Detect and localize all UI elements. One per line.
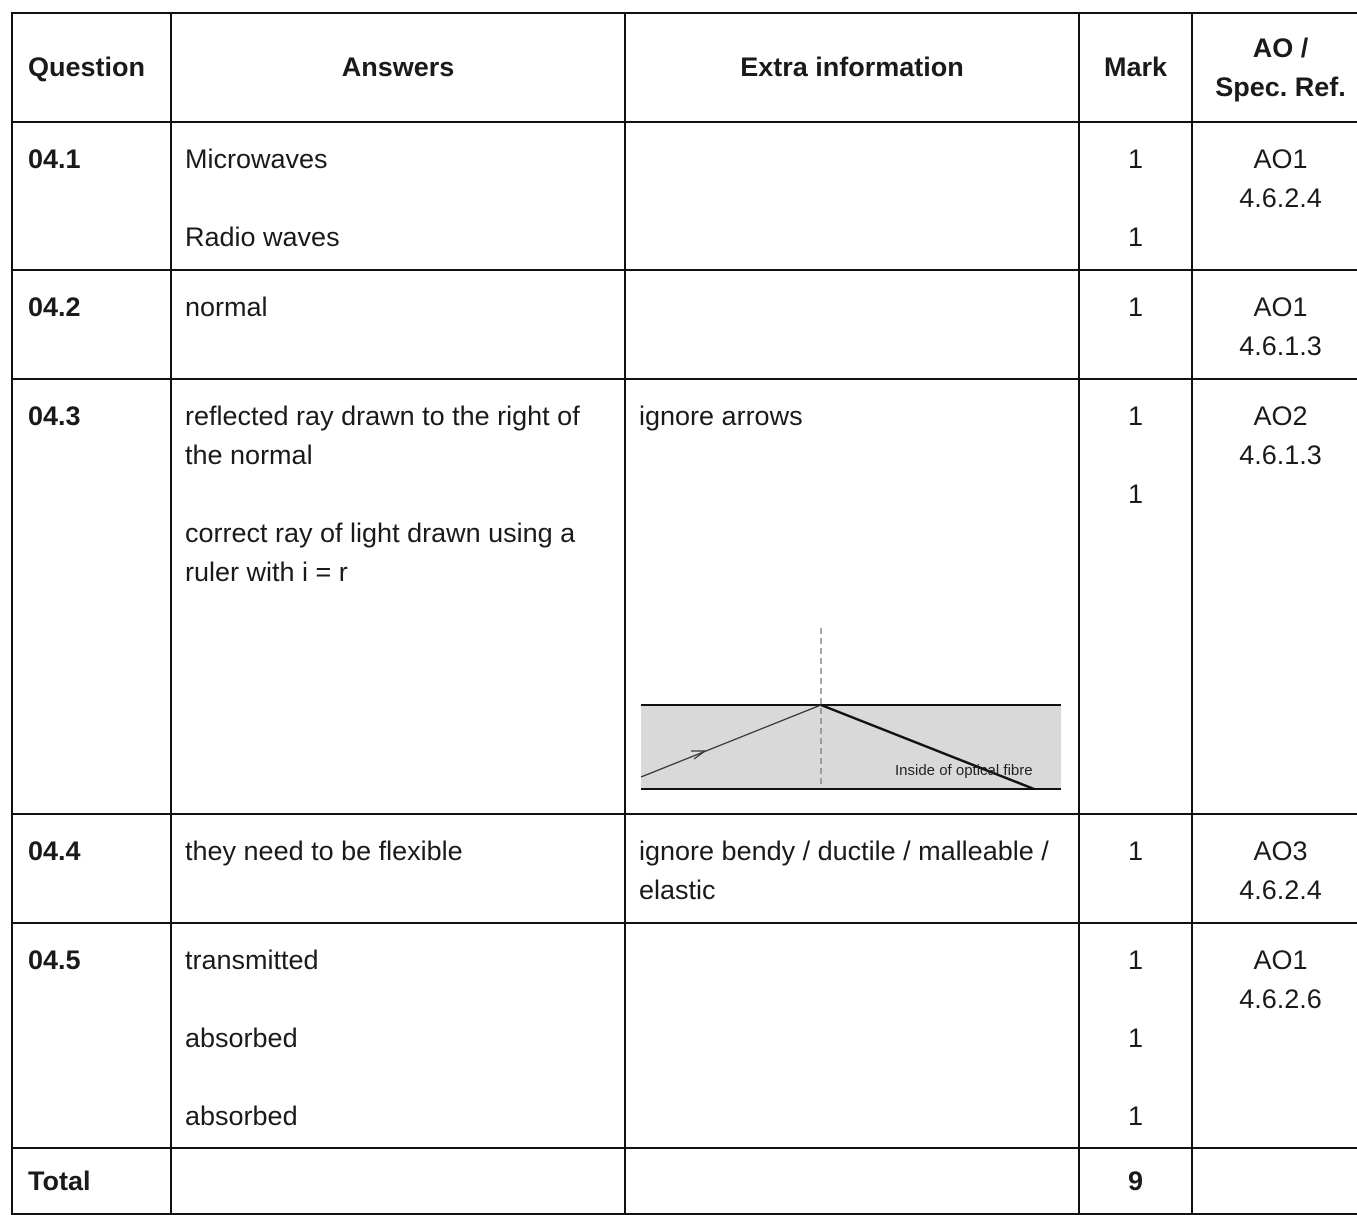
- header-answers: Answers: [171, 13, 625, 122]
- total-extra-cell: [625, 1148, 1079, 1214]
- question-number: 04.5: [12, 923, 171, 1148]
- extra-text: ignore arrows: [639, 401, 803, 431]
- header-row: [12, 13, 1357, 122]
- mark-value: 1: [1127, 401, 1144, 431]
- table-row: [12, 122, 1357, 270]
- question-number: 04.3: [12, 379, 171, 814]
- header-mark: Mark: [1079, 13, 1192, 122]
- answer-text: correct ray of light drawn using a ruler with i = r: [185, 518, 576, 587]
- ao-cell: [1192, 270, 1357, 379]
- mark-cell: [1079, 122, 1192, 270]
- ao-code: AO1: [1253, 945, 1308, 975]
- ao-cell: [1192, 814, 1357, 923]
- spec-ref: 4.6.1.3: [1239, 440, 1322, 470]
- mark-value: 1: [1127, 1101, 1144, 1131]
- total-mark: 9: [1079, 1148, 1192, 1214]
- header-spec-line: Spec. Ref.: [1215, 71, 1346, 102]
- extra-text: ignore bendy / ductile / malleable / elastic: [639, 836, 1049, 905]
- ao-code: AO2: [1253, 401, 1308, 431]
- answers-cell: [171, 270, 625, 379]
- answer-text: reflected ray drawn to the right of the normal: [185, 401, 580, 470]
- ao-cell: [1192, 122, 1357, 270]
- spec-ref: 4.6.2.4: [1239, 183, 1322, 213]
- answers-cell: [171, 379, 625, 814]
- ao-code: AO3: [1253, 836, 1308, 866]
- answer-text: absorbed: [185, 1101, 298, 1131]
- total-ao-cell: [1192, 1148, 1357, 1214]
- question-number: 04.1: [12, 122, 171, 270]
- total-answers-cell: [171, 1148, 625, 1214]
- mark-value: 1: [1127, 292, 1144, 322]
- ao-cell: [1192, 923, 1357, 1148]
- total-row: [12, 1148, 1357, 1214]
- ao-code: AO1: [1253, 292, 1308, 322]
- spec-ref: 4.6.2.4: [1239, 875, 1322, 905]
- extra-information-cell: [625, 122, 1079, 270]
- table-row: [12, 923, 1357, 1148]
- header-question: Question: [12, 13, 171, 122]
- answer-text: Microwaves: [185, 144, 328, 174]
- answer-text: transmitted: [185, 945, 319, 975]
- header-extra-information: Extra information: [625, 13, 1079, 122]
- answer-text: they need to be flexible: [185, 836, 463, 866]
- spec-ref: 4.6.1.3: [1239, 331, 1322, 361]
- question-number: 04.4: [12, 814, 171, 923]
- mark-value: 1: [1127, 222, 1144, 252]
- header-ao-spec-ref: [1192, 13, 1357, 122]
- table-row: [12, 814, 1357, 923]
- spec-ref: 4.6.2.6: [1239, 984, 1322, 1014]
- answer-text: Radio waves: [185, 222, 340, 252]
- mark-scheme-table: [11, 12, 1357, 1215]
- fibre-label: Inside of optical fibre: [895, 762, 1033, 779]
- ao-cell: [1192, 379, 1357, 814]
- mark-value: 1: [1127, 479, 1144, 509]
- answers-cell: [171, 122, 625, 270]
- question-number: 04.2: [12, 270, 171, 379]
- answer-text: absorbed: [185, 1023, 298, 1053]
- mark-value: 1: [1127, 1023, 1144, 1053]
- mark-cell: [1079, 270, 1192, 379]
- optical-fibre-diagram: [638, 626, 1064, 792]
- extra-information-cell: [625, 814, 1079, 923]
- mark-value: 1: [1127, 945, 1144, 975]
- extra-information-cell: [625, 270, 1079, 379]
- table-row: [12, 270, 1357, 379]
- mark-cell: [1079, 379, 1192, 814]
- mark-value: 1: [1127, 144, 1144, 174]
- ao-code: AO1: [1253, 144, 1308, 174]
- header-ao-line: AO /: [1252, 32, 1309, 63]
- answer-text: normal: [185, 292, 268, 322]
- mark-cell: [1079, 814, 1192, 923]
- answers-cell: [171, 814, 625, 923]
- mark-cell: [1079, 923, 1192, 1148]
- extra-information-cell: [625, 923, 1079, 1148]
- total-label: Total: [12, 1148, 171, 1214]
- mark-value: 1: [1127, 836, 1144, 866]
- answers-cell: [171, 923, 625, 1148]
